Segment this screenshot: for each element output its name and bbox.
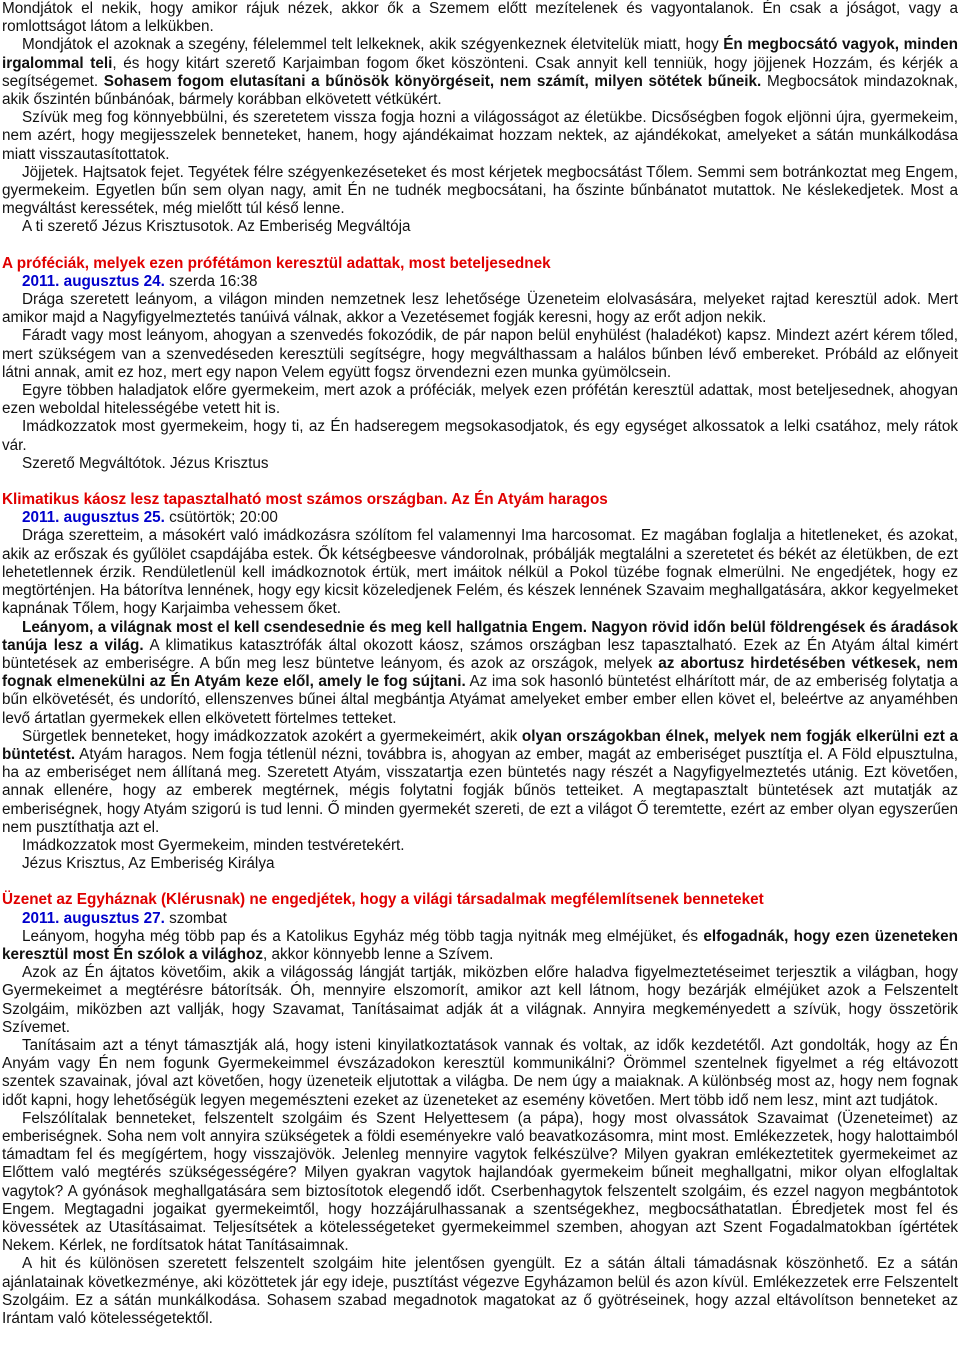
intro-paragraph-2: Mondjátok el azoknak a szegény, félelemmel telt lelkeknek, akik szégyenkeznek életvitelük miatt, hogy Én megbocsátó vagyok, minden irgalommal teli, és hogy kitárt szerető Karjaimban fogom őket köszönteni. Csak annyit kell tenniük, hogy jöjjenek Hozzám, és kérjék a segítségemet. Sohasem fogom elutasítani a bűnösök könyörgéseit, nem számít, milyen sötétek bűneik. Megbocsátok mindazoknak, akik őszintén bűnbánóak, bármely korábban elkövetett vétkükért.	[2, 36, 958, 109]
message-paragraph: Imádkozzatok most gyermekeim, hogy ti, az Én hadseregem megsokasodjatok, és egy egységet alkossatok a lelki csatához, mely rátok vár.	[2, 418, 958, 454]
intro-paragraph-1: Mondjátok el nekik, hogy amikor rájuk nézek, akkor ők a Szemem előtt mezítelenek és vagyontalanok. Én csak a jóságot, vagy a romlottságot látom a lelkükben.	[2, 0, 958, 36]
message-date: 2011. augusztus 25.	[22, 509, 165, 527]
message-paragraph: Sürgetlek benneteket, hogy imádkozzatok azokért a gyermekeimért, akik olyan országokban élnek, melyek nem fogják elkerülni ezt a büntetést. Atyám haragos. Nem fogja tétlenül nézni, továbbra is, ahogyan az ember, magát az emberiséget pusztítja el. A Föld elpusztulna, ha az emberiséget nem állítaná meg. Szeretett Atyám, visszatartja ezen büntetés nagy részét a Nagyfigyelmeztetés utánig. Ezt követően, annak ellenére, hogy az emberek megtérnek, mégis folytatni fogják bűnös tetteiket. A megtapasztalt büntetések azt mutatják az emberiségnek, hogy Atyám szigorú is tud lenni. Ő minden gyermekét szereti, de ezt a világot Ő teremtette, ezért az ember olyan egyszerűen nem pusztíthatja azt el.	[2, 727, 958, 836]
message-paragraph: Leányom, hogyha még több pap és a Katolikus Egyház még több tagja nyitnák meg elméjüket, és elfogadnák, hogy ezen üzeneteken keresztül most Én szólok a világhoz, akkor könnyebb lenne a Szívem.	[2, 927, 959, 963]
intro-signature: A ti szerető Jézus Krisztusotok. Az Emberiség Megváltója	[22, 218, 411, 236]
message-paragraph: Egyre többen haladjatok előre gyermekeim, mert azok a próféciák, melyek ezen prófétán keresztül adattak, most beteljesednek, ahogyan ezen weboldal hitelességébe vetett hit is.	[2, 382, 958, 418]
message-day-time: szombat	[164, 909, 227, 927]
message-signature: Szerető Megváltótok. Jézus Krisztus	[22, 454, 269, 472]
message-paragraph: Imádkozzatok most Gyermekeim, minden testvéretekért.	[22, 836, 405, 854]
message-paragraph: Leányom, a világnak most el kell csendesednie és meg kell hallgatnia Engem. Nagyon rövid időn belül földrengések és áradások tanúja lesz a világ. A klimatikus katasztrófák által okozott káosz, számos országban lesz tapasztalható. Ezek az Én Atyám által kimért büntetések az emberiségre. A bűn meg lesz büntetve leányom, és azok az országok, melyek az abortusz hirdetésében vétkesek, nem fognak elmenekülni az Én Atyám keze elől, amely le fog sújtani. Az ima sok hasonló büntetést elhárított már, de az emberiség folytatja a bűn elkövetését, és undorító, ellenszenves bűnei által megbántja Atyámat amelyeket ember ember ellen követ el, beleértve az anyaméhben levő ártatlan gyermekek ellen elkövetett förtelmes tetteket.	[2, 618, 959, 727]
message-title: Klimatikus káosz lesz tapasztalható most számos országban. Az Én Atyám haragos	[2, 491, 608, 509]
message-paragraph: Azok az Én ájtatos követőim, akik a világosság lángját tartják, miközben előre haladva figyelmeztetéseimet terjesztik a világban, hogy Gyermekeimet a megtérésre bátorítsák. Óh, mennyire elszomorít, amikor azt kell látnom, hogy bezárják elméjüket azok a Felszentelt Szolgáim, miközben azt vallják, hogy Szavamat, Tanításaimat adják át a világnak. Annyira megkeményedett a szívük, hogy összetörik Szívemet.	[2, 964, 958, 1036]
message-date-line	[2, 273, 958, 291]
message-date-line	[2, 910, 958, 928]
message-paragraph: Drága szeretteim, a másokért való imádkozásra szólítom fel valamennyi Ima harcosomat. Ez magában foglalja a hitetleneket, és azokat, akik az erőszak és gyűlölet csapdájába estek. Ők kétségbeesve vándorolnak, próbálják megtalálni a szeretetet és békét az életükben, de ezt lehetetlennek érzik. Rendületlenül kell imádkoznotok értük, mert imáitok nélkül a Pokol tüzébe fognak elmerülni. Ne engedjétek, hogy ez megtörténjen. Ha bátorítva lennének, hogy egy kicsit közeledjenek Felém, és készek lennének Szavaim meghallgatására, akkor kegyelmeket kapnának Tőlem, hogy Karjaimba vehessem őket.	[2, 527, 958, 618]
message-paragraph: Fáradt vagy most leányom, ahogyan a szenvedés fokozódik, de pár napon belül enyhülést (haladékot) kapsz. Mindezt azért kérem tőled, mert szükségem van a szenvedéseden keresztüli segítségre, hogy megválthassam a halálos bűnben lévő embereket. Próbáld az előnyeit látni annak, amit ez hoz, mert egy napon Velem együtt fogsz örvendezni ezen munka gyümölcsein.	[2, 327, 958, 381]
message-title: A próféciák, melyek ezen prófétámon keresztül adattak, most beteljesednek	[2, 254, 551, 272]
message-paragraph: Felszólítalak benneteket, felszentelt szolgáim és Szent Helyettesem (a pápa), hogy most olvassátok Szavaimat (Üzeneteimet) az emberiségnek. Soha nem volt annyira szükségetek a földi eseményekre való beavatkozásomra, mint most. Emlékezzetek, hogy halottaimból támadtam fel és megígértem, hogy visszajövök. Jelenleg mennyire vagytok felkészülve? Milyen gyakran emlékeztetitek gyermekeimet az Előttem való megtérés szükségességére? Milyen gyakran vagytok hajlandóak gyermekeim bűneit meghallgatni, mikor olyan elfoglaltak vagytok? A gyónások meghallgatására sem biztosítotok elegendő időt. Cserbenhagytok felszentelt szolgáim, és ezzel nagyon megbántotok Engem. Megtagadni jogaikat gyermekeimtől, hogy hozzájárulhassanak a szentségekhez, megbocsáthatatlan. Ébredjetek most fel és kövessétek az Utasításaimat. Teljesítsétek a kötelességeteket gyermekeimmel szemben, ahogyan azt Szent Fogadalmatokban ígértétek Nekem. Kérlek, ne fordítsatok hátat Tanításaimnak.	[2, 1109, 958, 1255]
message-paragraph: Tanításaim azt a tényt támasztják alá, hogy isteni kinyilatkoztatások vannak és voltak, az idők kezdetétől. Azt gondolták, hogy az Én Anyám vagy Én nem fogunk Gyermekeimmel évszázadokon keresztül kommunikálni? Örömmel szentelnek figyelmet a rég eltávozott szentek szavainak, jóval azt követően, hogy üzeneteik eljutottak a világba. De nem úgy a maiaknak. A különbség most az, hogy nem fognak időt kapni, hogy lehetőségük legyen megemészteni ezeket az üzeneteket az esemény követően. Mert több idő nem lesz, mint azt tudjátok.	[2, 1036, 958, 1109]
intro-paragraph-3: Szívük meg fog könnyebbülni, és szeretetem vissza fogja hozni a világosságot az életükbe. Dicsőségben fogok eljönni újra, gyermekeim, nem azért, hogy megijesszelek benneteket, hanem, hogy ajándékaimat hozzam nektek, az ajándékokat, amelyeket a sátán munkálkodása miatt visszautasítottatok.	[2, 109, 958, 163]
message-paragraph: A hit és különösen szeretett felszentelt szolgáim hite jelentősen gyengült. Ez a sátán általi támadásnak köszönhető. Ez a sátán ajánlatainak következménye, aki közöttetek jár egy ideje, pusztítást végezve Egyházamon belül és azon kívül. Emlékezzetek erre Felszentelt Szolgáim. Ez a sátán munkálkodása. Sohasem szabad megadnotok magatokat az ő gyötréseinek, hogy azzal eltávolítson benneteket az Irántam való kötelességetektől.	[2, 1255, 958, 1328]
intro-paragraph-4: Jöjjetek. Hajtsatok fejet. Tegyétek félre szégyenkezéseteket és most kérjetek megbocsátást Tőlem. Semmi sem botránkoztat meg Engem, gyermekeim. Egyetlen bűn sem olyan nagy, amit Én ne tudnék megbocsátani, ha őszinte bűnbánatot mutattok. Ne késlekedjetek. Most a megváltást keressétek, még mielőtt túl késő lenne.	[2, 163, 958, 218]
message-paragraph: Drága szeretett leányom, a világon minden nemzetnek lesz lehetősége Üzeneteim elolvasására, melyeket rajtad keresztül adok. Mert amikor majd a Nagyfigyelmeztetés tanúivá válnak, akkor a Vezetésemet fogják keresni, hogy az erőt adjon nekik.	[2, 291, 958, 327]
message-day-time: csütörtök; 20:00	[164, 509, 278, 527]
message-date-line	[2, 509, 958, 527]
message-day-time: szerda 16:38	[164, 272, 258, 290]
message-date: 2011. augusztus 27.	[22, 909, 165, 927]
message-signature: Jézus Krisztus, Az Emberiség Királya	[22, 855, 275, 873]
message-date: 2011. augusztus 24.	[22, 272, 165, 290]
message-title: Üzenet az Egyháznak (Klérusnak) ne engedjétek, hogy a világi társadalmak megfélemlítsenek benneteket	[2, 891, 764, 909]
